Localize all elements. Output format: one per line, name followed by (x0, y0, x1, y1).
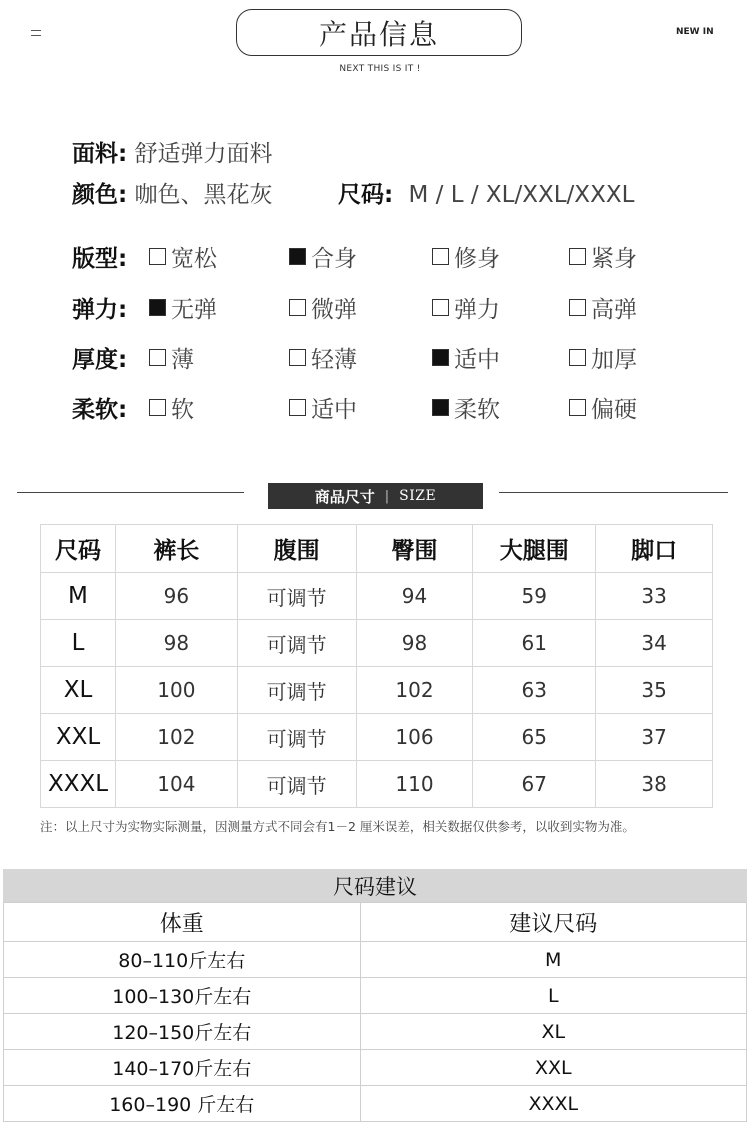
size-value: M / L / XL/XXL/XXXL (408, 182, 635, 208)
table-row (41, 761, 713, 808)
option-tight (569, 240, 637, 273)
table-cell: XXXL (360, 1086, 746, 1122)
table-row (4, 942, 747, 978)
option-text: 适中 (311, 397, 357, 423)
size-title-separator: | (384, 488, 390, 504)
size-title-en: SIZE (399, 488, 437, 504)
table-cell: M (41, 573, 116, 620)
table-cell: 38 (596, 761, 713, 808)
header-waist: 腹围 (237, 525, 356, 573)
checkbox-checked-icon (432, 399, 449, 416)
softness-label: 柔软: (72, 397, 128, 423)
option-text: 软 (171, 397, 194, 423)
table-row (41, 667, 713, 714)
table-cell: 可调节 (237, 620, 356, 667)
option-text: 合身 (311, 246, 357, 272)
option-thick (569, 341, 637, 374)
option-text: 无弹 (171, 297, 217, 323)
table-row (41, 573, 713, 620)
header-thigh: 大腿围 (473, 525, 596, 573)
table-row (4, 978, 747, 1014)
table-cell: 63 (473, 667, 596, 714)
option-moderate (289, 391, 357, 424)
option-light-thin (289, 341, 357, 374)
header-leg-opening: 脚口 (596, 525, 713, 573)
option-thin (149, 341, 194, 374)
option-text: 柔软 (454, 397, 500, 423)
divider-left (17, 492, 244, 493)
option-soft (149, 391, 194, 424)
table-cell: 120–150斤左右 (4, 1014, 361, 1050)
option-regular (289, 240, 357, 273)
page-subtitle: NEXT THIS IS IT ! (339, 64, 421, 74)
table-row (41, 620, 713, 667)
table-cell: 102 (115, 714, 237, 761)
fabric-label: 面料: (72, 141, 128, 167)
table-row (4, 1014, 747, 1050)
menu-icon[interactable] (30, 26, 42, 40)
table-cell: 96 (115, 573, 237, 620)
color-value: 咖色、黑花灰 (134, 182, 273, 208)
stretch-label: 弹力: (72, 297, 128, 323)
option-text: 轻薄 (311, 347, 357, 373)
checkbox-icon (149, 248, 166, 265)
checkbox-icon (432, 248, 449, 265)
thickness-label: 厚度: (72, 347, 128, 373)
option-supple (432, 391, 500, 424)
option-slight-stretch (289, 291, 357, 324)
checkbox-icon (569, 399, 586, 416)
option-text: 弹力 (454, 297, 500, 323)
table-cell: 可调节 (237, 714, 356, 761)
option-text: 加厚 (591, 347, 637, 373)
checkbox-icon (432, 299, 449, 316)
size-section-title (268, 483, 483, 509)
table-cell: 100–130斤左右 (4, 978, 361, 1014)
fabric-line (72, 135, 273, 168)
checkbox-checked-icon (432, 349, 449, 366)
checkbox-icon (569, 349, 586, 366)
table-cell: 65 (473, 714, 596, 761)
table-cell: 160–190 斤左右 (4, 1086, 361, 1122)
table-cell: 94 (356, 573, 473, 620)
table-row (41, 714, 713, 761)
header-hip: 臀围 (356, 525, 473, 573)
table-cell: 可调节 (237, 573, 356, 620)
table-cell: 98 (356, 620, 473, 667)
fit-row (72, 240, 712, 270)
option-text: 薄 (171, 347, 194, 373)
size-line (338, 176, 634, 209)
checkbox-icon (149, 349, 166, 366)
measurement-note: 注：以上尺寸为实物实际测量，因测量方式不同会有1－2 厘米误差，相关数据仅供参考，以收到实物为准。 (40, 819, 635, 834)
table-cell: 80–110斤左右 (4, 942, 361, 978)
option-stretch (432, 291, 500, 324)
table-row (4, 1086, 747, 1122)
option-text: 适中 (454, 347, 500, 373)
table-header-row (41, 525, 713, 573)
table-cell: 61 (473, 620, 596, 667)
header-weight: 体重 (4, 903, 361, 942)
table-cell: 可调节 (237, 667, 356, 714)
table-row (4, 1050, 747, 1086)
size-label: 尺码: (338, 182, 394, 208)
table-cell: 110 (356, 761, 473, 808)
option-text: 偏硬 (591, 397, 637, 423)
option-text: 修身 (454, 246, 500, 272)
option-text: 微弹 (311, 297, 357, 323)
header-suggested-size: 建议尺码 (360, 903, 746, 942)
size-title-cn: 商品尺寸 (314, 487, 375, 506)
recommendation-title: 尺码建议 (3, 869, 747, 902)
table-cell: 104 (115, 761, 237, 808)
option-text: 宽松 (171, 246, 217, 272)
table-header-row (4, 903, 747, 942)
header-size: 尺码 (41, 525, 116, 573)
table-cell: 100 (115, 667, 237, 714)
table-cell: XL (360, 1014, 746, 1050)
option-stiff (569, 391, 637, 424)
option-text: 紧身 (591, 246, 637, 272)
option-slim (432, 240, 500, 273)
divider-right (499, 492, 728, 493)
table-cell: L (41, 620, 116, 667)
checkbox-icon (289, 399, 306, 416)
checkbox-checked-icon (149, 299, 166, 316)
table-cell: 98 (115, 620, 237, 667)
table-cell: 可调节 (237, 761, 356, 808)
table-cell: 33 (596, 573, 713, 620)
option-loose (149, 240, 217, 273)
table-cell: XXL (41, 714, 116, 761)
color-label: 颜色: (72, 182, 128, 208)
option-medium (432, 341, 500, 374)
checkbox-icon (569, 299, 586, 316)
table-cell: 37 (596, 714, 713, 761)
checkbox-icon (289, 299, 306, 316)
checkbox-icon (149, 399, 166, 416)
checkbox-icon (289, 349, 306, 366)
recommendation-table (3, 902, 747, 1122)
size-table (40, 524, 713, 808)
table-cell: XXL (360, 1050, 746, 1086)
table-cell: L (360, 978, 746, 1014)
table-cell: 35 (596, 667, 713, 714)
checkbox-checked-icon (289, 248, 306, 265)
table-cell: 140–170斤左右 (4, 1050, 361, 1086)
header-length: 裤长 (115, 525, 237, 573)
page-title: 产品信息 (236, 9, 522, 56)
fabric-value: 舒适弹力面料 (134, 141, 273, 167)
option-high-stretch (569, 291, 637, 324)
softness-row (72, 391, 712, 421)
thickness-row (72, 341, 712, 371)
new-in-label: NEW IN (676, 27, 714, 37)
table-cell: 106 (356, 714, 473, 761)
table-cell: 102 (356, 667, 473, 714)
table-cell: 59 (473, 573, 596, 620)
option-text: 高弹 (591, 297, 637, 323)
checkbox-icon (569, 248, 586, 265)
table-cell: 34 (596, 620, 713, 667)
fit-label: 版型: (72, 246, 128, 272)
table-cell: XL (41, 667, 116, 714)
color-line (72, 176, 273, 209)
table-cell: M (360, 942, 746, 978)
option-no-stretch (149, 291, 217, 324)
table-cell: XXXL (41, 761, 116, 808)
stretch-row (72, 291, 712, 321)
table-cell: 67 (473, 761, 596, 808)
